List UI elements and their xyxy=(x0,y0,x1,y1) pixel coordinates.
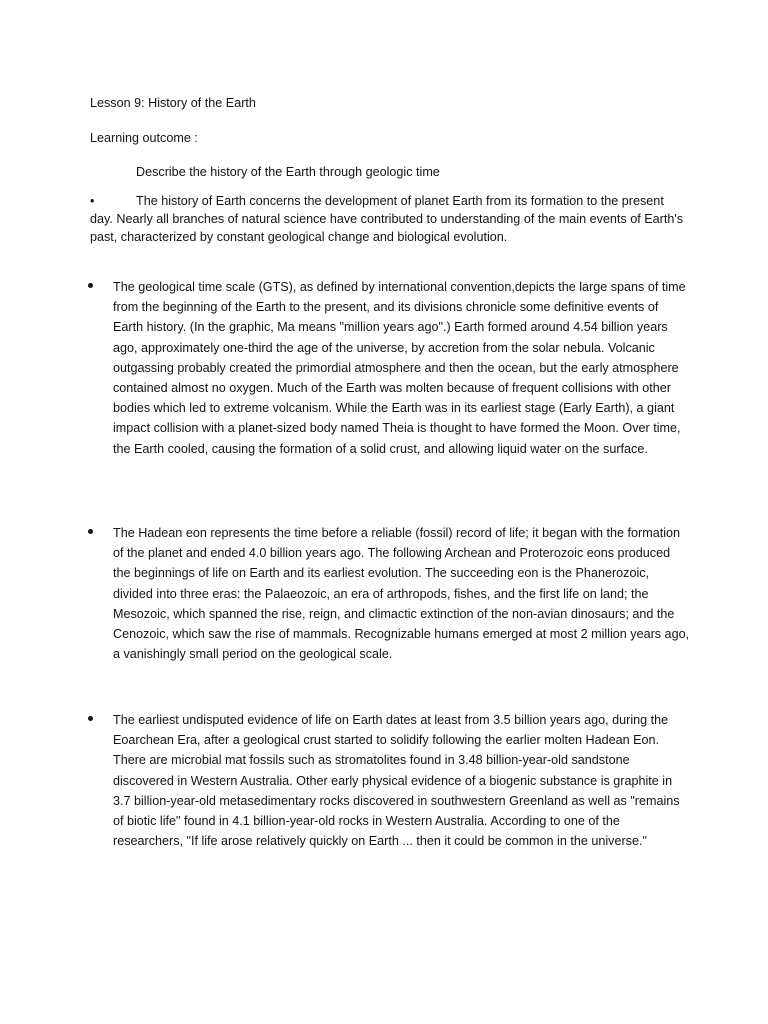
bullet-text: The geological time scale (GTS), as defined by international convention,depicts the large spans of time from the beginning of the Earth to the present, and its divisions chronicle some definitive events of Earth history. (In the graphic, Ma means "million years ago".) Earth formed around 4.54 billion years ago, approximately one-third the age of the universe, by accretion from the solar nebula. Volcanic outgassing probably created the primordial atmosphere and then the ocean, but the early atmosphere contained almost no oxygen. Much of the Earth was molten because of frequent collisions with other bodies which led to extreme volcanism. While the Earth was in its earliest stage (Early Earth), a giant impact collision with a planet-sized body named Theia is thought to have formed the Moon. Over time, the Earth cooled, causing the formation of a solid crust, and allowing liquid water on the surface. xyxy=(113,280,686,456)
intro-bullet-marker: • xyxy=(90,194,95,208)
bullet-text: The earliest undisputed evidence of life on Earth dates at least from 3.5 billion years ago, during the Eoarchean Era, after a geological crust started to solidify following the earlier molten Hadean Eon. There are microbial mat fossils such as stromatolites found in 3.48 billion-year-old sandstone discovered in Western Australia. Other early physical evidence of a biogenic substance is graphite in 3.7 billion-year-old metasedimentary rocks discovered in southwestern Greenland as well as "remains of biotic life" found in 4.1 billion-year-old rocks in Western Australia. According to one of the researchers, "If life arose relatively quickly on Earth ... then it could be common in the universe." xyxy=(113,713,680,849)
intro-paragraph xyxy=(90,192,690,246)
intro-text: The history of Earth concerns the development of planet Earth from its formation to the present day. Nearly all branches of natural science have contributed to understanding of the main events of Earth's past, characterized by constant geological change and biological evolution. xyxy=(90,194,684,244)
bullet-dot-icon xyxy=(88,529,93,534)
lesson-title: Lesson 9: History of the Earth xyxy=(90,96,256,110)
bullet-text: The Hadean eon represents the time before a reliable (fossil) record of life; it began with the formation of the planet and ended 4.0 billion years ago. The following Archean and Proterozoic eons produced the beginnings of life on Earth and its earliest evolution. The succeeding eon is the Phanerozoic, divided into three eras: the Palaeozoic, an era of arthropods, fishes, and the first life on land; the Mesozoic, which spanned the rise, reign, and climactic extinction of the non-avian dinosaurs; and the Cenozoic, which saw the rise of mammals. Recognizable humans emerged at most 2 million years ago, a vanishingly small period on the geological scale. xyxy=(113,526,690,662)
learning-outcome-text: Describe the history of the Earth through geologic time xyxy=(136,165,440,179)
learning-outcome-label: Learning outcome : xyxy=(90,131,198,145)
bullet-dot-icon xyxy=(88,716,93,721)
bullet-dot-icon xyxy=(88,283,93,288)
